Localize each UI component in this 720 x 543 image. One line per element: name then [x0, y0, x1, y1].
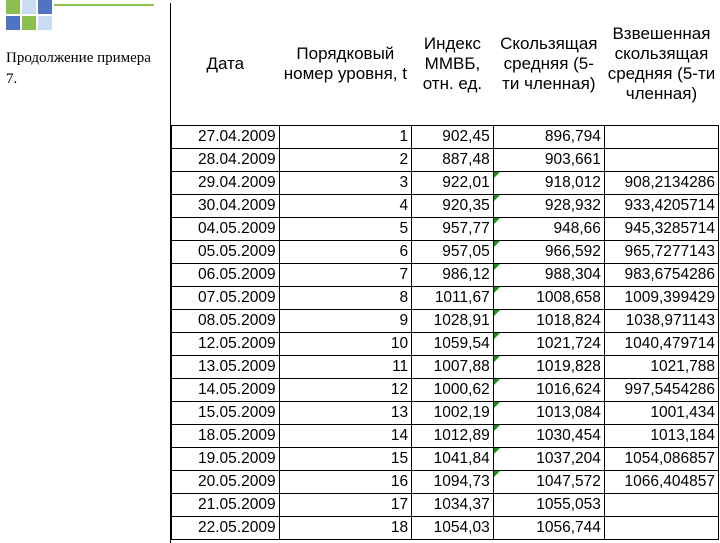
table-row [172, 149, 719, 172]
cell-wma: 1009,399429 [604, 287, 718, 310]
cell-ma: 918,012 [493, 172, 604, 195]
table-row [172, 310, 719, 333]
cell-date: 07.05.2009 [172, 287, 280, 310]
cell-wma: 1001,434 [604, 402, 718, 425]
cell-value: 957,77 [412, 218, 494, 241]
cell-date: 22.05.2009 [172, 517, 280, 540]
cell-value: 920,35 [412, 195, 494, 218]
cell-ma: 1021,724 [493, 333, 604, 356]
cell-value: 1011,67 [412, 287, 494, 310]
cell-t: 12 [279, 379, 412, 402]
table-row [172, 379, 719, 402]
header-value: Индекс ММВБ, отн. ед. [422, 34, 483, 93]
cell-t: 15 [279, 448, 412, 471]
table-row [172, 195, 719, 218]
cell-t: 11 [279, 356, 412, 379]
cell-date: 14.05.2009 [172, 379, 280, 402]
cell-ma: 1055,053 [493, 494, 604, 517]
cell-ma: 1018,824 [493, 310, 604, 333]
side-note: Продолжение примера 7. [6, 50, 151, 87]
table-row [172, 402, 719, 425]
cell-date: 13.05.2009 [172, 356, 280, 379]
table-row [172, 172, 719, 195]
cell-t: 16 [279, 471, 412, 494]
cell-t: 5 [279, 218, 412, 241]
cell-date: 27.04.2009 [172, 126, 280, 149]
cell-value: 1041,84 [412, 448, 494, 471]
corner-decoration [0, 0, 80, 40]
cell-value: 887,48 [412, 149, 494, 172]
cell-t: 14 [279, 425, 412, 448]
cell-wma: 997,5454286 [604, 379, 718, 402]
cell-ma: 1056,744 [493, 517, 604, 540]
cell-date: 15.05.2009 [172, 402, 280, 425]
cell-date: 19.05.2009 [172, 448, 280, 471]
cell-date: 21.05.2009 [172, 494, 280, 517]
cell-value: 902,45 [412, 126, 494, 149]
cell-ma: 1047,572 [493, 471, 604, 494]
cell-date: 06.05.2009 [172, 264, 280, 287]
cell-ma: 896,794 [493, 126, 604, 149]
header-date: Дата [206, 54, 245, 73]
cell-date: 08.05.2009 [172, 310, 280, 333]
cell-ma: 988,304 [493, 264, 604, 287]
table-row [172, 287, 719, 310]
header-ma: Скользящая средняя (5-ти членная) [500, 34, 598, 93]
cell-value: 957,05 [412, 241, 494, 264]
cell-t: 10 [279, 333, 412, 356]
cell-wma [604, 494, 718, 517]
table-row [172, 126, 719, 149]
cell-t: 3 [279, 172, 412, 195]
cell-value: 1000,62 [412, 379, 494, 402]
cell-wma: 1013,184 [604, 425, 718, 448]
cell-wma: 983,6754286 [604, 264, 718, 287]
table-header-row [172, 3, 719, 126]
cell-wma: 1040,479714 [604, 333, 718, 356]
cell-ma: 928,932 [493, 195, 604, 218]
table-row [172, 241, 719, 264]
table-row [172, 218, 719, 241]
cell-t: 1 [279, 126, 412, 149]
cell-ma: 1016,624 [493, 379, 604, 402]
cell-ma: 1013,084 [493, 402, 604, 425]
cell-wma: 965,7277143 [604, 241, 718, 264]
table-row [172, 448, 719, 471]
cell-value: 1012,89 [412, 425, 494, 448]
cell-wma: 945,3285714 [604, 218, 718, 241]
table-row [172, 425, 719, 448]
cell-value: 1059,54 [412, 333, 494, 356]
cell-t: 13 [279, 402, 412, 425]
cell-date: 18.05.2009 [172, 425, 280, 448]
cell-ma: 966,592 [493, 241, 604, 264]
table-row [172, 333, 719, 356]
header-wma: Взвешенная скользящая средняя (5-ти членная) [607, 24, 716, 103]
cell-date: 30.04.2009 [172, 195, 280, 218]
cell-ma: 1037,204 [493, 448, 604, 471]
cell-wma [604, 517, 718, 540]
data-table [171, 3, 719, 540]
cell-wma [604, 149, 718, 172]
cell-value: 986,12 [412, 264, 494, 287]
cell-t: 9 [279, 310, 412, 333]
cell-wma: 933,4205714 [604, 195, 718, 218]
cell-ma: 948,66 [493, 218, 604, 241]
cell-value: 1007,88 [412, 356, 494, 379]
cell-t: 8 [279, 287, 412, 310]
table-row [172, 517, 719, 540]
cell-value: 1034,37 [412, 494, 494, 517]
table-row [172, 471, 719, 494]
table-row [172, 494, 719, 517]
cell-value: 922,01 [412, 172, 494, 195]
table-row [172, 356, 719, 379]
cell-date: 20.05.2009 [172, 471, 280, 494]
header-index: Порядковый номер уровня, t [283, 44, 407, 83]
cell-date: 04.05.2009 [172, 218, 280, 241]
cell-wma: 1021,788 [604, 356, 718, 379]
data-table-container [170, 3, 719, 543]
cell-t: 4 [279, 195, 412, 218]
cell-date: 29.04.2009 [172, 172, 280, 195]
cell-value: 1054,03 [412, 517, 494, 540]
cell-t: 7 [279, 264, 412, 287]
table-row [172, 264, 719, 287]
cell-ma: 1008,658 [493, 287, 604, 310]
cell-date: 28.04.2009 [172, 149, 280, 172]
cell-t: 6 [279, 241, 412, 264]
cell-t: 17 [279, 494, 412, 517]
cell-date: 05.05.2009 [172, 241, 280, 264]
cell-wma: 1038,971143 [604, 310, 718, 333]
cell-t: 2 [279, 149, 412, 172]
cell-wma [604, 126, 718, 149]
cell-value: 1002,19 [412, 402, 494, 425]
cell-wma: 1054,086857 [604, 448, 718, 471]
cell-t: 18 [279, 517, 412, 540]
cell-date: 12.05.2009 [172, 333, 280, 356]
cell-ma: 903,661 [493, 149, 604, 172]
cell-value: 1028,91 [412, 310, 494, 333]
cell-ma: 1030,454 [493, 425, 604, 448]
cell-ma: 1019,828 [493, 356, 604, 379]
cell-wma: 1066,404857 [604, 471, 718, 494]
cell-value: 1094,73 [412, 471, 494, 494]
cell-wma: 908,2134286 [604, 172, 718, 195]
